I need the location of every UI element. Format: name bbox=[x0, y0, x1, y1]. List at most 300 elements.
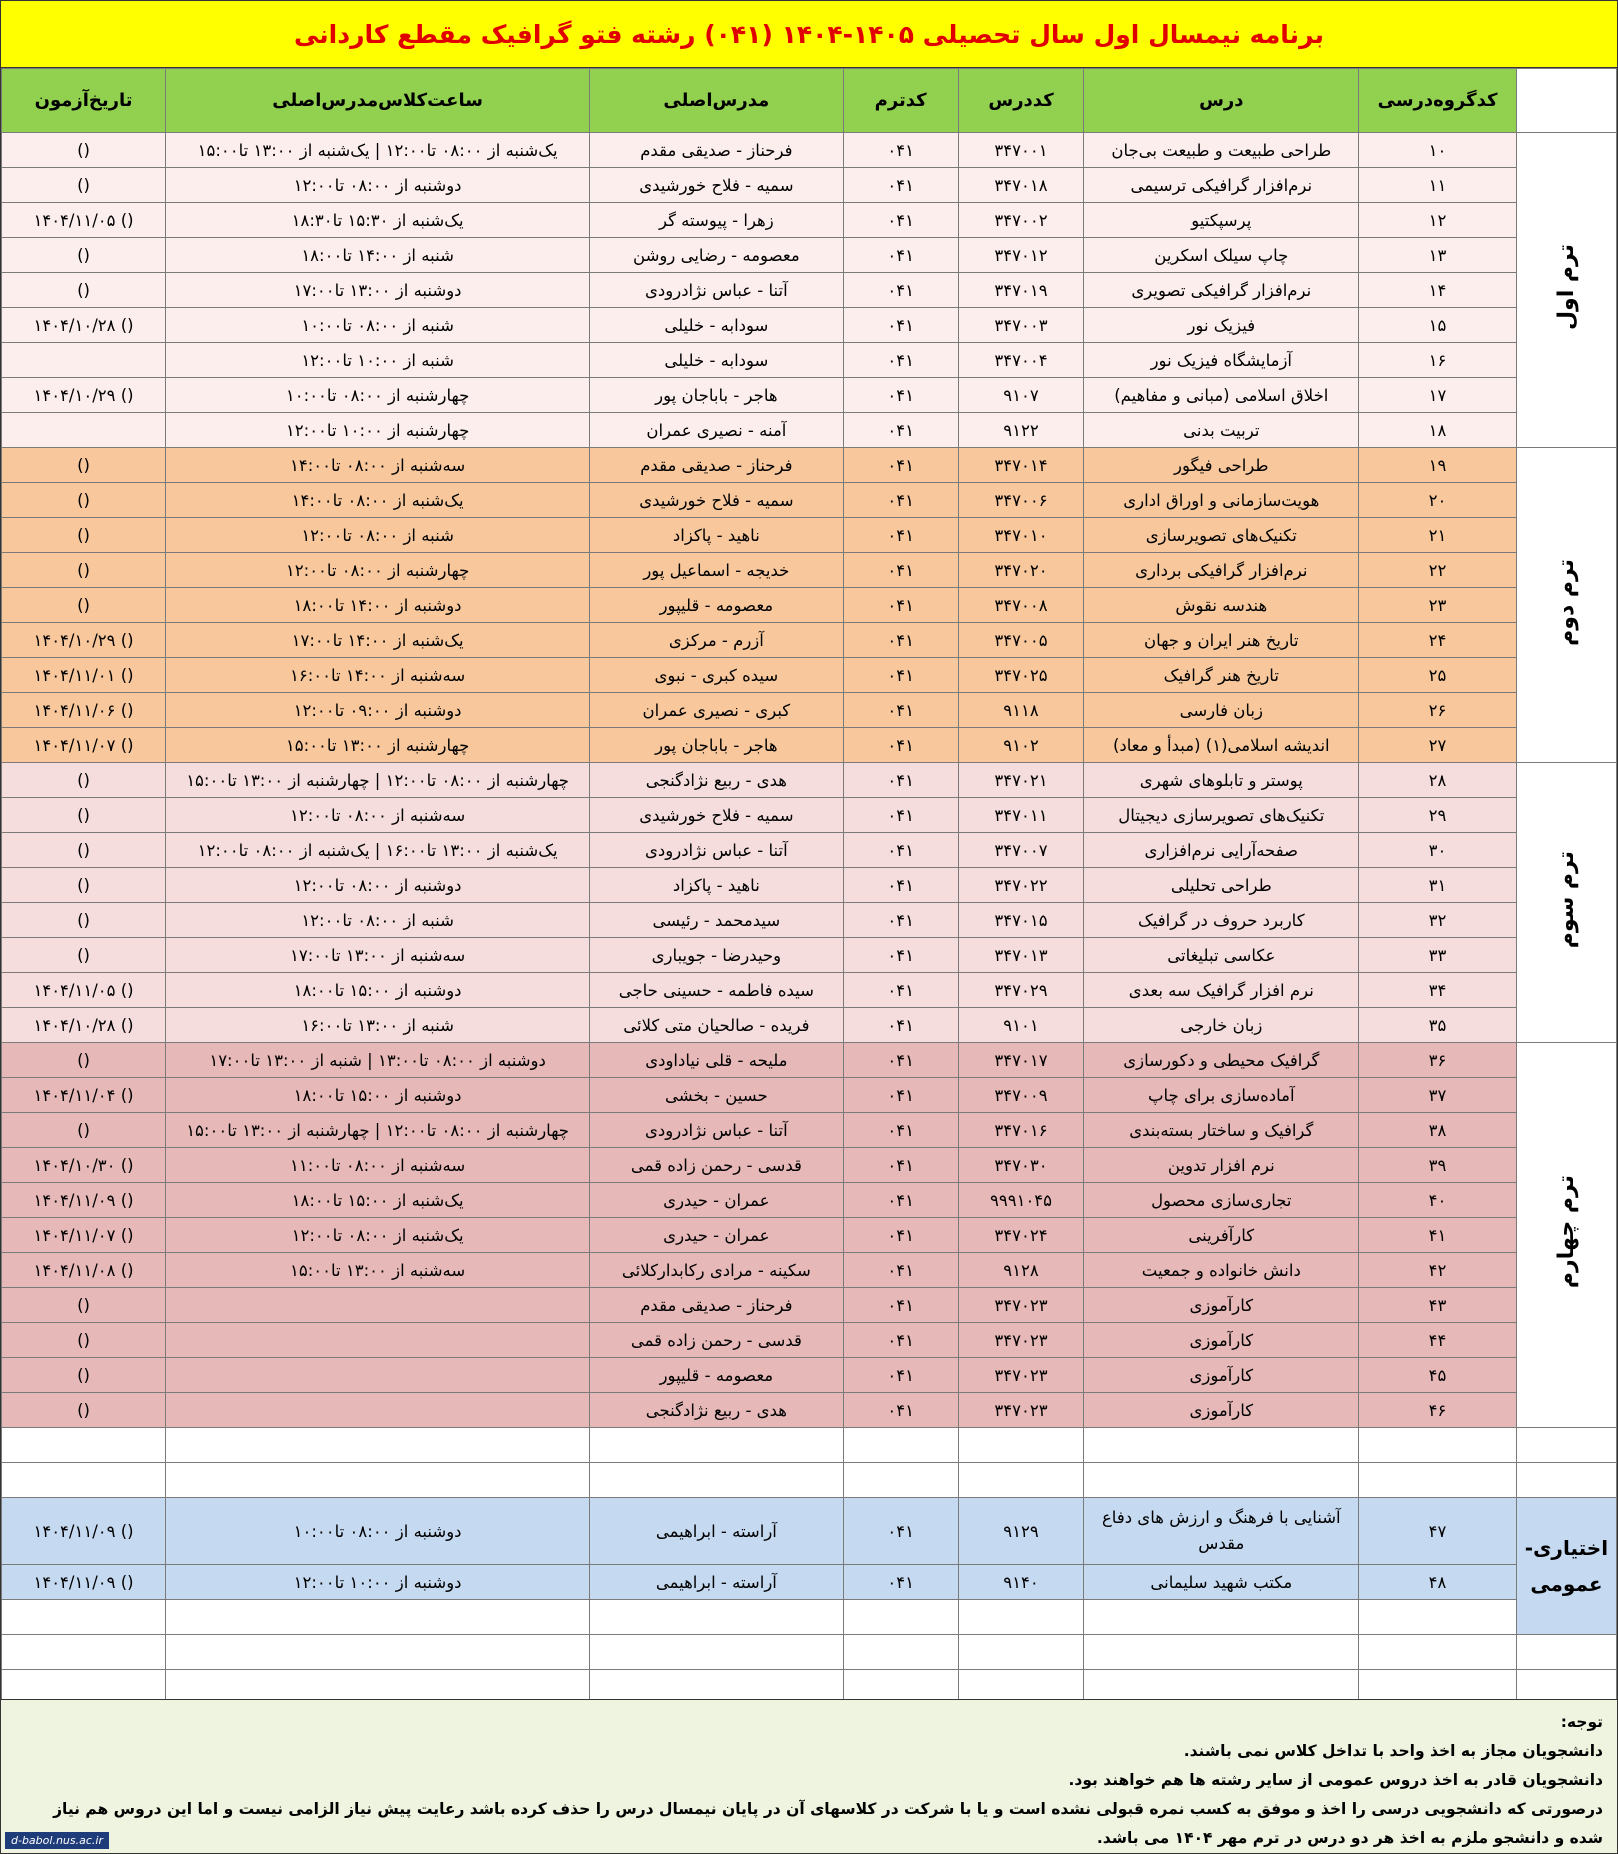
code-cell: ۳۴۷۰۱۱ bbox=[958, 798, 1084, 833]
group-cell: ۴۷ bbox=[1359, 1498, 1517, 1565]
teacher-cell: سیده فاطمه - حسینی حاجی bbox=[590, 973, 844, 1008]
course-cell: کارآموزی bbox=[1084, 1288, 1359, 1323]
term-code-cell: ۰۴۱ bbox=[843, 518, 958, 553]
teacher-cell: فرحناز - صدیقی مقدم bbox=[590, 133, 844, 168]
empty-cell bbox=[1516, 1635, 1616, 1670]
exam-cell bbox=[2, 413, 166, 448]
header-term-code: کدترم bbox=[843, 69, 958, 133]
term-code-cell: ۰۴۱ bbox=[843, 1498, 958, 1565]
group-cell: ۳۶ bbox=[1359, 1043, 1517, 1078]
group-cell: ۱۴ bbox=[1359, 273, 1517, 308]
teacher-cell: معصومه - رضایی روشن bbox=[590, 238, 844, 273]
exam-cell: () ۱۴۰۴/۱۱/۰۹ bbox=[2, 1565, 166, 1600]
table-row bbox=[2, 448, 1617, 483]
table-row bbox=[2, 763, 1617, 798]
group-cell: ۲۸ bbox=[1359, 763, 1517, 798]
empty-cell bbox=[166, 1635, 590, 1670]
course-cell: پرسپکتیو bbox=[1084, 203, 1359, 238]
term-code-cell: ۰۴۱ bbox=[843, 1358, 958, 1393]
header-course: درس bbox=[1084, 69, 1359, 133]
table-row bbox=[2, 1148, 1617, 1183]
code-cell: ۳۴۷۰۲۳ bbox=[958, 1358, 1084, 1393]
code-cell: ۳۴۷۰۰۹ bbox=[958, 1078, 1084, 1113]
empty-row bbox=[2, 1463, 1617, 1498]
time-cell: یک‌شنبه از ۱۴:۰۰ تا۱۷:۰۰ bbox=[166, 623, 590, 658]
header-group: کدگروه‌درسی bbox=[1359, 69, 1517, 133]
time-cell: شنبه از ۰۸:۰۰ تا۱۲:۰۰ bbox=[166, 903, 590, 938]
time-cell: یک‌شنبه از ۱۵:۳۰ تا۱۸:۳۰ bbox=[166, 203, 590, 238]
empty-row bbox=[2, 1635, 1617, 1670]
exam-cell: () bbox=[2, 1113, 166, 1148]
table-row bbox=[2, 728, 1617, 763]
code-cell: ۳۴۷۰۱۷ bbox=[958, 1043, 1084, 1078]
table-row bbox=[2, 1113, 1617, 1148]
empty-cell bbox=[590, 1428, 844, 1463]
empty-row bbox=[2, 1600, 1617, 1635]
teacher-cell: فرحناز - صدیقی مقدم bbox=[590, 448, 844, 483]
teacher-cell: هاجر - باباجان پور bbox=[590, 378, 844, 413]
teacher-cell: سیدمحمد - رئیسی bbox=[590, 903, 844, 938]
group-cell: ۳۰ bbox=[1359, 833, 1517, 868]
header-time: ساعت‌کلاس‌مدرس‌اصلی bbox=[166, 69, 590, 133]
page-title: برنامه نیمسال اول سال تحصیلی ۱۴۰۵-۱۴۰۴ (۰۴۱) رشته فتو گرافیک مقطع کاردانی bbox=[1, 1, 1617, 68]
term-code-cell: ۰۴۱ bbox=[843, 903, 958, 938]
teacher-cell: ناهید - پاکزاد bbox=[590, 518, 844, 553]
code-cell: ۳۴۷۰۱۸ bbox=[958, 168, 1084, 203]
exam-cell: () bbox=[2, 238, 166, 273]
term-code-cell: ۰۴۱ bbox=[843, 133, 958, 168]
time-cell bbox=[166, 1288, 590, 1323]
table-row bbox=[2, 658, 1617, 693]
teacher-cell: عمران - حیدری bbox=[590, 1183, 844, 1218]
exam-cell: () bbox=[2, 833, 166, 868]
time-cell: شنبه از ۱۳:۰۰ تا۱۶:۰۰ bbox=[166, 1008, 590, 1043]
table-row bbox=[2, 1043, 1617, 1078]
empty-cell bbox=[1516, 1428, 1616, 1463]
time-cell: چهارشنبه از ۰۸:۰۰ تا۱۲:۰۰ | چهارشنبه از ۱۳:۰۰ تا۱۵:۰۰ bbox=[166, 763, 590, 798]
course-cell: تاریخ هنر ایران و جهان bbox=[1084, 623, 1359, 658]
course-cell: تجاری‌سازی محصول bbox=[1084, 1183, 1359, 1218]
group-cell: ۴۴ bbox=[1359, 1323, 1517, 1358]
time-cell: چهارشنبه از ۱۳:۰۰ تا۱۵:۰۰ bbox=[166, 728, 590, 763]
code-cell: ۳۴۷۰۰۴ bbox=[958, 343, 1084, 378]
code-cell: ۳۴۷۰۲۳ bbox=[958, 1393, 1084, 1428]
table-row bbox=[2, 413, 1617, 448]
time-cell bbox=[166, 1393, 590, 1428]
teacher-cell: هدی - ربیع نژادگنجی bbox=[590, 763, 844, 798]
code-cell: ۹۹۹۱۰۴۵ bbox=[958, 1183, 1084, 1218]
course-cell: کارآفرینی bbox=[1084, 1218, 1359, 1253]
course-cell: اخلاق اسلامی (مبانی و مفاهیم) bbox=[1084, 378, 1359, 413]
table-row bbox=[2, 168, 1617, 203]
empty-cell bbox=[590, 1635, 844, 1670]
table-row bbox=[2, 798, 1617, 833]
teacher-cell: سیده کبری - نبوی bbox=[590, 658, 844, 693]
site-badge: d-babol.nus.ac.ir bbox=[5, 1832, 109, 1849]
group-cell: ۳۳ bbox=[1359, 938, 1517, 973]
table-row bbox=[2, 518, 1617, 553]
time-cell: چهارشنبه از ۰۸:۰۰ تا۱۰:۰۰ bbox=[166, 378, 590, 413]
exam-cell: () bbox=[2, 868, 166, 903]
term-code-cell: ۰۴۱ bbox=[843, 588, 958, 623]
time-cell: دوشنبه از ۰۸:۰۰ تا۱۳:۰۰ | شنبه از ۱۳:۰۰ تا۱۷:۰۰ bbox=[166, 1043, 590, 1078]
term-code-cell: ۰۴۱ bbox=[843, 623, 958, 658]
group-cell: ۲۹ bbox=[1359, 798, 1517, 833]
empty-cell bbox=[843, 1428, 958, 1463]
course-cell: گرافیک و ساختار بسته‌بندی bbox=[1084, 1113, 1359, 1148]
term-code-cell: ۰۴۱ bbox=[843, 238, 958, 273]
teacher-cell: سودابه - خلیلی bbox=[590, 308, 844, 343]
time-cell: دوشنبه از ۰۸:۰۰ تا۱۲:۰۰ bbox=[166, 168, 590, 203]
table-row bbox=[2, 868, 1617, 903]
term-label bbox=[1516, 763, 1616, 1043]
exam-cell: () bbox=[2, 273, 166, 308]
exam-cell: () bbox=[2, 1358, 166, 1393]
time-cell: دوشنبه از ۱۵:۰۰ تا۱۸:۰۰ bbox=[166, 973, 590, 1008]
teacher-cell: عمران - حیدری bbox=[590, 1218, 844, 1253]
term-code-cell: ۰۴۱ bbox=[843, 1393, 958, 1428]
empty-cell bbox=[843, 1463, 958, 1498]
table-row bbox=[2, 693, 1617, 728]
exam-cell: () bbox=[2, 1288, 166, 1323]
teacher-cell: قدسی - رحمن زاده قمی bbox=[590, 1148, 844, 1183]
table-row bbox=[2, 973, 1617, 1008]
course-cell: چاپ سیلک اسکرین bbox=[1084, 238, 1359, 273]
empty-cell bbox=[958, 1463, 1084, 1498]
term-code-cell: ۰۴۱ bbox=[843, 693, 958, 728]
code-cell: ۳۴۷۰۰۱ bbox=[958, 133, 1084, 168]
time-cell: شنبه از ۰۸:۰۰ تا۱۰:۰۰ bbox=[166, 308, 590, 343]
table-row bbox=[2, 553, 1617, 588]
code-cell: ۳۴۷۰۱۴ bbox=[958, 448, 1084, 483]
exam-cell: () bbox=[2, 1323, 166, 1358]
table-row bbox=[2, 1078, 1617, 1113]
teacher-cell: قدسی - رحمن زاده قمی bbox=[590, 1323, 844, 1358]
term-code-cell: ۰۴۱ bbox=[843, 378, 958, 413]
course-cell: هویت‌سازمانی و اوراق اداری bbox=[1084, 483, 1359, 518]
teacher-cell: هاجر - باباجان پور bbox=[590, 728, 844, 763]
code-cell: ۹۱۰۷ bbox=[958, 378, 1084, 413]
empty-cell bbox=[2, 1600, 166, 1635]
exam-cell: () ۱۴۰۴/۱۰/۲۸ bbox=[2, 308, 166, 343]
group-cell: ۴۲ bbox=[1359, 1253, 1517, 1288]
group-cell: ۳۴ bbox=[1359, 973, 1517, 1008]
course-cell: کارآموزی bbox=[1084, 1358, 1359, 1393]
term-label bbox=[1516, 1043, 1616, 1428]
term-code-cell: ۰۴۱ bbox=[843, 1323, 958, 1358]
empty-cell bbox=[1359, 1600, 1517, 1635]
empty-cell bbox=[843, 1635, 958, 1670]
course-cell: تربیت بدنی bbox=[1084, 413, 1359, 448]
code-cell: ۹۱۱۸ bbox=[958, 693, 1084, 728]
exam-cell: () ۱۴۰۴/۱۱/۰۵ bbox=[2, 973, 166, 1008]
course-cell: مکتب شهید سلیمانی bbox=[1084, 1565, 1359, 1600]
group-cell: ۲۵ bbox=[1359, 658, 1517, 693]
exam-cell: () ۱۴۰۴/۱۰/۳۰ bbox=[2, 1148, 166, 1183]
exam-cell: () bbox=[2, 518, 166, 553]
course-cell: طراحی فیگور bbox=[1084, 448, 1359, 483]
term-label-text: ترم دوم bbox=[1553, 558, 1579, 646]
empty-cell bbox=[590, 1600, 844, 1635]
teacher-cell: خدیجه - اسماعیل پور bbox=[590, 553, 844, 588]
empty-cell bbox=[1084, 1635, 1359, 1670]
course-cell: دانش خانواده و جمعیت bbox=[1084, 1253, 1359, 1288]
note-item: دانشجویان قادر به اخذ دروس عمومی از سایر رشته ها هم خواهند بود. bbox=[1068, 1771, 1603, 1789]
table-row bbox=[2, 203, 1617, 238]
time-cell: یک‌شنبه از ۰۸:۰۰ تا۱۲:۰۰ bbox=[166, 1218, 590, 1253]
term-code-cell: ۰۴۱ bbox=[843, 1113, 958, 1148]
time-cell: دوشنبه از ۱۳:۰۰ تا۱۷:۰۰ bbox=[166, 273, 590, 308]
teacher-cell: سکینه - مرادی رکابدارکلائی bbox=[590, 1253, 844, 1288]
group-cell: ۴۸ bbox=[1359, 1565, 1517, 1600]
time-cell: شنبه از ۰۸:۰۰ تا۱۲:۰۰ bbox=[166, 518, 590, 553]
group-cell: ۴۶ bbox=[1359, 1393, 1517, 1428]
exam-cell: () ۱۴۰۴/۱۰/۲۸ bbox=[2, 1008, 166, 1043]
teacher-cell: سمیه - فلاح خورشیدی bbox=[590, 168, 844, 203]
term-code-cell: ۰۴۱ bbox=[843, 728, 958, 763]
code-cell: ۳۴۷۰۱۹ bbox=[958, 273, 1084, 308]
header-term-spacer bbox=[1516, 69, 1616, 133]
teacher-cell: فرحناز - صدیقی مقدم bbox=[590, 1288, 844, 1323]
course-cell: صفحه‌آرایی نرم‌افزاری bbox=[1084, 833, 1359, 868]
empty-cell bbox=[1359, 1463, 1517, 1498]
exam-cell: () bbox=[2, 903, 166, 938]
term-label-text: ترم سوم bbox=[1553, 850, 1579, 949]
time-cell: یک‌شنبه از ۰۸:۰۰ تا۱۲:۰۰ | یک‌شنبه از ۱۳:۰۰ تا۱۵:۰۰ bbox=[166, 133, 590, 168]
group-cell: ۴۵ bbox=[1359, 1358, 1517, 1393]
group-cell: ۳۷ bbox=[1359, 1078, 1517, 1113]
term-label: اختیاری- عمومی bbox=[1516, 1498, 1616, 1635]
term-label-text: ترم اول bbox=[1553, 243, 1579, 331]
term-code-cell: ۰۴۱ bbox=[843, 658, 958, 693]
code-cell: ۳۴۷۰۰۳ bbox=[958, 308, 1084, 343]
empty-cell bbox=[958, 1600, 1084, 1635]
code-cell: ۹۱۲۸ bbox=[958, 1253, 1084, 1288]
empty-cell bbox=[166, 1463, 590, 1498]
group-cell: ۴۰ bbox=[1359, 1183, 1517, 1218]
table-row bbox=[2, 588, 1617, 623]
course-cell: آماده‌سازی برای چاپ bbox=[1084, 1078, 1359, 1113]
time-cell: دوشنبه از ۱۵:۰۰ تا۱۸:۰۰ bbox=[166, 1078, 590, 1113]
course-cell: گرافیک محیطی و دکورسازی bbox=[1084, 1043, 1359, 1078]
course-cell: پوستر و تابلوهای شهری bbox=[1084, 763, 1359, 798]
term-code-cell: ۰۴۱ bbox=[843, 868, 958, 903]
empty-cell bbox=[1516, 1463, 1616, 1498]
table-row bbox=[2, 1008, 1617, 1043]
time-cell: سه‌شنبه از ۰۸:۰۰ تا۱۲:۰۰ bbox=[166, 798, 590, 833]
exam-cell: () ۱۴۰۴/۱۱/۰۷ bbox=[2, 728, 166, 763]
time-cell: یک‌شنبه از ۱۳:۰۰ تا۱۶:۰۰ | یک‌شنبه از ۰۸:۰۰ تا۱۲:۰۰ bbox=[166, 833, 590, 868]
teacher-cell: سمیه - فلاح خورشیدی bbox=[590, 483, 844, 518]
exam-cell: () bbox=[2, 168, 166, 203]
table-row bbox=[2, 133, 1617, 168]
term-code-cell: ۰۴۱ bbox=[843, 448, 958, 483]
code-cell: ۳۴۷۰۱۳ bbox=[958, 938, 1084, 973]
time-cell: یک‌شنبه از ۱۵:۰۰ تا۱۸:۰۰ bbox=[166, 1183, 590, 1218]
code-cell: ۳۴۷۰۰۷ bbox=[958, 833, 1084, 868]
code-cell: ۳۴۷۰۲۰ bbox=[958, 553, 1084, 588]
course-cell: اندیشه اسلامی(۱) (مبدأ و معاد) bbox=[1084, 728, 1359, 763]
teacher-cell: آتنا - عباس نژادرودی bbox=[590, 273, 844, 308]
time-cell: شنبه از ۱۰:۰۰ تا۱۲:۰۰ bbox=[166, 343, 590, 378]
group-cell: ۲۶ bbox=[1359, 693, 1517, 728]
code-cell: ۳۴۷۰۲۲ bbox=[958, 868, 1084, 903]
code-cell: ۳۴۷۰۲۹ bbox=[958, 973, 1084, 1008]
teacher-cell: آتنا - عباس نژادرودی bbox=[590, 1113, 844, 1148]
course-cell: عکاسی تبلیغاتی bbox=[1084, 938, 1359, 973]
table-row bbox=[2, 238, 1617, 273]
term-code-cell: ۰۴۱ bbox=[843, 1078, 958, 1113]
time-cell: چهارشنبه از ۰۸:۰۰ تا۱۲:۰۰ | چهارشنبه از ۱۳:۰۰ تا۱۵:۰۰ bbox=[166, 1113, 590, 1148]
teacher-cell: ناهید - پاکزاد bbox=[590, 868, 844, 903]
course-cell: نرم‌افزار گرافیکی برداری bbox=[1084, 553, 1359, 588]
teacher-cell: آراسته - ابراهیمی bbox=[590, 1498, 844, 1565]
time-cell: سه‌شنبه از ۱۳:۰۰ تا۱۷:۰۰ bbox=[166, 938, 590, 973]
exam-cell: () bbox=[2, 1393, 166, 1428]
course-cell: زبان فارسی bbox=[1084, 693, 1359, 728]
course-cell: نرم افزار گرافیک سه بعدی bbox=[1084, 973, 1359, 1008]
term-code-cell: ۰۴۱ bbox=[843, 798, 958, 833]
term-label bbox=[1516, 448, 1616, 763]
empty-cell bbox=[958, 1428, 1084, 1463]
time-cell bbox=[166, 1323, 590, 1358]
course-cell: کاربرد حروف در گرافیک bbox=[1084, 903, 1359, 938]
code-cell: ۳۴۷۰۰۶ bbox=[958, 483, 1084, 518]
teacher-cell: آمنه - نصیری عمران bbox=[590, 413, 844, 448]
header-row bbox=[2, 69, 1617, 133]
group-cell: ۳۱ bbox=[1359, 868, 1517, 903]
empty-cell bbox=[1359, 1428, 1517, 1463]
course-cell: زبان خارجی bbox=[1084, 1008, 1359, 1043]
term-code-cell: ۰۴۱ bbox=[843, 308, 958, 343]
exam-cell: () bbox=[2, 553, 166, 588]
code-cell: ۳۴۷۰۲۵ bbox=[958, 658, 1084, 693]
code-cell: ۹۱۰۲ bbox=[958, 728, 1084, 763]
course-cell: نرم‌افزار گرافیکی تصویری bbox=[1084, 273, 1359, 308]
teacher-cell: سمیه - فلاح خورشیدی bbox=[590, 798, 844, 833]
header-code: کددرس bbox=[958, 69, 1084, 133]
teacher-cell: معصومه - قلیپور bbox=[590, 588, 844, 623]
empty-cell bbox=[2, 1428, 166, 1463]
term-code-cell: ۰۴۱ bbox=[843, 1565, 958, 1600]
group-cell: ۱۶ bbox=[1359, 343, 1517, 378]
header-teacher: مدرس‌اصلی bbox=[590, 69, 844, 133]
table-row bbox=[2, 1323, 1617, 1358]
term-code-cell: ۰۴۱ bbox=[843, 763, 958, 798]
course-cell: تکنیک‌های تصویرسازی bbox=[1084, 518, 1359, 553]
exam-cell: () ۱۴۰۴/۱۰/۲۹ bbox=[2, 378, 166, 413]
group-cell: ۱۹ bbox=[1359, 448, 1517, 483]
group-cell: ۴۱ bbox=[1359, 1218, 1517, 1253]
term-code-cell: ۰۴۱ bbox=[843, 483, 958, 518]
empty-cell bbox=[1084, 1428, 1359, 1463]
time-cell: دوشنبه از ۰۸:۰۰ تا۱۰:۰۰ bbox=[166, 1498, 590, 1565]
teacher-cell: سودابه - خلیلی bbox=[590, 343, 844, 378]
group-cell: ۳۵ bbox=[1359, 1008, 1517, 1043]
teacher-cell: کبری - نصیری عمران bbox=[590, 693, 844, 728]
exam-cell: () ۱۴۰۴/۱۱/۰۸ bbox=[2, 1253, 166, 1288]
teacher-cell: هدی - ربیع نژادگنجی bbox=[590, 1393, 844, 1428]
term-code-cell: ۰۴۱ bbox=[843, 1288, 958, 1323]
teacher-cell: ملیحه - قلی نیاداودی bbox=[590, 1043, 844, 1078]
empty-cell bbox=[843, 1600, 958, 1635]
code-cell: ۹۱۴۰ bbox=[958, 1565, 1084, 1600]
term-code-cell: ۰۴۱ bbox=[843, 1008, 958, 1043]
term-code-cell: ۰۴۱ bbox=[843, 203, 958, 238]
exam-cell: () ۱۴۰۴/۱۱/۰۱ bbox=[2, 658, 166, 693]
group-cell: ۱۷ bbox=[1359, 378, 1517, 413]
code-cell: ۳۴۷۰۱۵ bbox=[958, 903, 1084, 938]
empty-cell bbox=[958, 1635, 1084, 1670]
term-code-cell: ۰۴۱ bbox=[843, 1043, 958, 1078]
time-cell: چهارشنبه از ۰۸:۰۰ تا۱۲:۰۰ bbox=[166, 553, 590, 588]
term-code-cell: ۰۴۱ bbox=[843, 1148, 958, 1183]
course-cell: آشنایی با فرهنگ و ارزش های دفاع مقدس bbox=[1084, 1498, 1359, 1565]
code-cell: ۳۴۷۰۲۳ bbox=[958, 1288, 1084, 1323]
group-cell: ۱۰ bbox=[1359, 133, 1517, 168]
table-row bbox=[2, 903, 1617, 938]
table-row bbox=[2, 1393, 1617, 1428]
time-cell: چهارشنبه از ۱۰:۰۰ تا۱۲:۰۰ bbox=[166, 413, 590, 448]
term-code-cell: ۰۴۱ bbox=[843, 413, 958, 448]
table-row bbox=[2, 1358, 1617, 1393]
code-cell: ۹۱۲۲ bbox=[958, 413, 1084, 448]
course-cell: کارآموزی bbox=[1084, 1323, 1359, 1358]
code-cell: ۳۴۷۰۱۲ bbox=[958, 238, 1084, 273]
course-cell: طراحی تحلیلی bbox=[1084, 868, 1359, 903]
table-row bbox=[2, 1565, 1617, 1600]
group-cell: ۴۳ bbox=[1359, 1288, 1517, 1323]
group-cell: ۳۸ bbox=[1359, 1113, 1517, 1148]
code-cell: ۳۴۷۰۰۵ bbox=[958, 623, 1084, 658]
course-cell: نرم افزار تدوین bbox=[1084, 1148, 1359, 1183]
notes-panel bbox=[1, 1699, 1617, 1853]
code-cell: ۹۱۲۹ bbox=[958, 1498, 1084, 1565]
table-row bbox=[2, 343, 1617, 378]
code-cell: ۳۴۷۰۱۰ bbox=[958, 518, 1084, 553]
time-cell: دوشنبه از ۱۴:۰۰ تا۱۸:۰۰ bbox=[166, 588, 590, 623]
course-cell: فیزیک نور bbox=[1084, 308, 1359, 343]
group-cell: ۱۵ bbox=[1359, 308, 1517, 343]
code-cell: ۳۴۷۰۱۶ bbox=[958, 1113, 1084, 1148]
course-cell: تکنیک‌های تصویرسازی دیجیتال bbox=[1084, 798, 1359, 833]
exam-cell bbox=[2, 343, 166, 378]
empty-row bbox=[2, 1428, 1617, 1463]
course-cell: آزمایشگاه فیزیک نور bbox=[1084, 343, 1359, 378]
group-cell: ۱۸ bbox=[1359, 413, 1517, 448]
time-cell: سه‌شنبه از ۱۴:۰۰ تا۱۶:۰۰ bbox=[166, 658, 590, 693]
exam-cell: () bbox=[2, 763, 166, 798]
exam-cell: () bbox=[2, 798, 166, 833]
empty-cell bbox=[166, 1600, 590, 1635]
group-cell: ۱۳ bbox=[1359, 238, 1517, 273]
term-code-cell: ۰۴۱ bbox=[843, 1218, 958, 1253]
term-code-cell: ۰۴۱ bbox=[843, 973, 958, 1008]
note-item: درصورتی که دانشجویی درسی را اخذ و موفق به کسب نمره قبولی نشده است و یا با شرکت در کلاسهای آن در پایان نیمسال درس را حذف کرده باشد رعایت پیش نیاز الزامی نیست و اما این دروس هم نیاز شده و دانشجو ملزم به اخذ هر دو درس در ترم مهر ۱۴۰۴ می باشد. bbox=[53, 1800, 1603, 1847]
exam-cell: () ۱۴۰۴/۱۱/۰۵ bbox=[2, 203, 166, 238]
teacher-cell: زهرا - پیوسته گر bbox=[590, 203, 844, 238]
term-code-cell: ۰۴۱ bbox=[843, 273, 958, 308]
term-code-cell: ۰۴۱ bbox=[843, 553, 958, 588]
course-cell: تاریخ هنر گرافیک bbox=[1084, 658, 1359, 693]
empty-cell bbox=[1084, 1463, 1359, 1498]
group-cell: ۲۴ bbox=[1359, 623, 1517, 658]
table-row bbox=[2, 1183, 1617, 1218]
table-row bbox=[2, 1288, 1617, 1323]
table-row bbox=[2, 938, 1617, 973]
term-code-cell: ۰۴۱ bbox=[843, 833, 958, 868]
course-cell: نرم‌افزار گرافیکی ترسیمی bbox=[1084, 168, 1359, 203]
